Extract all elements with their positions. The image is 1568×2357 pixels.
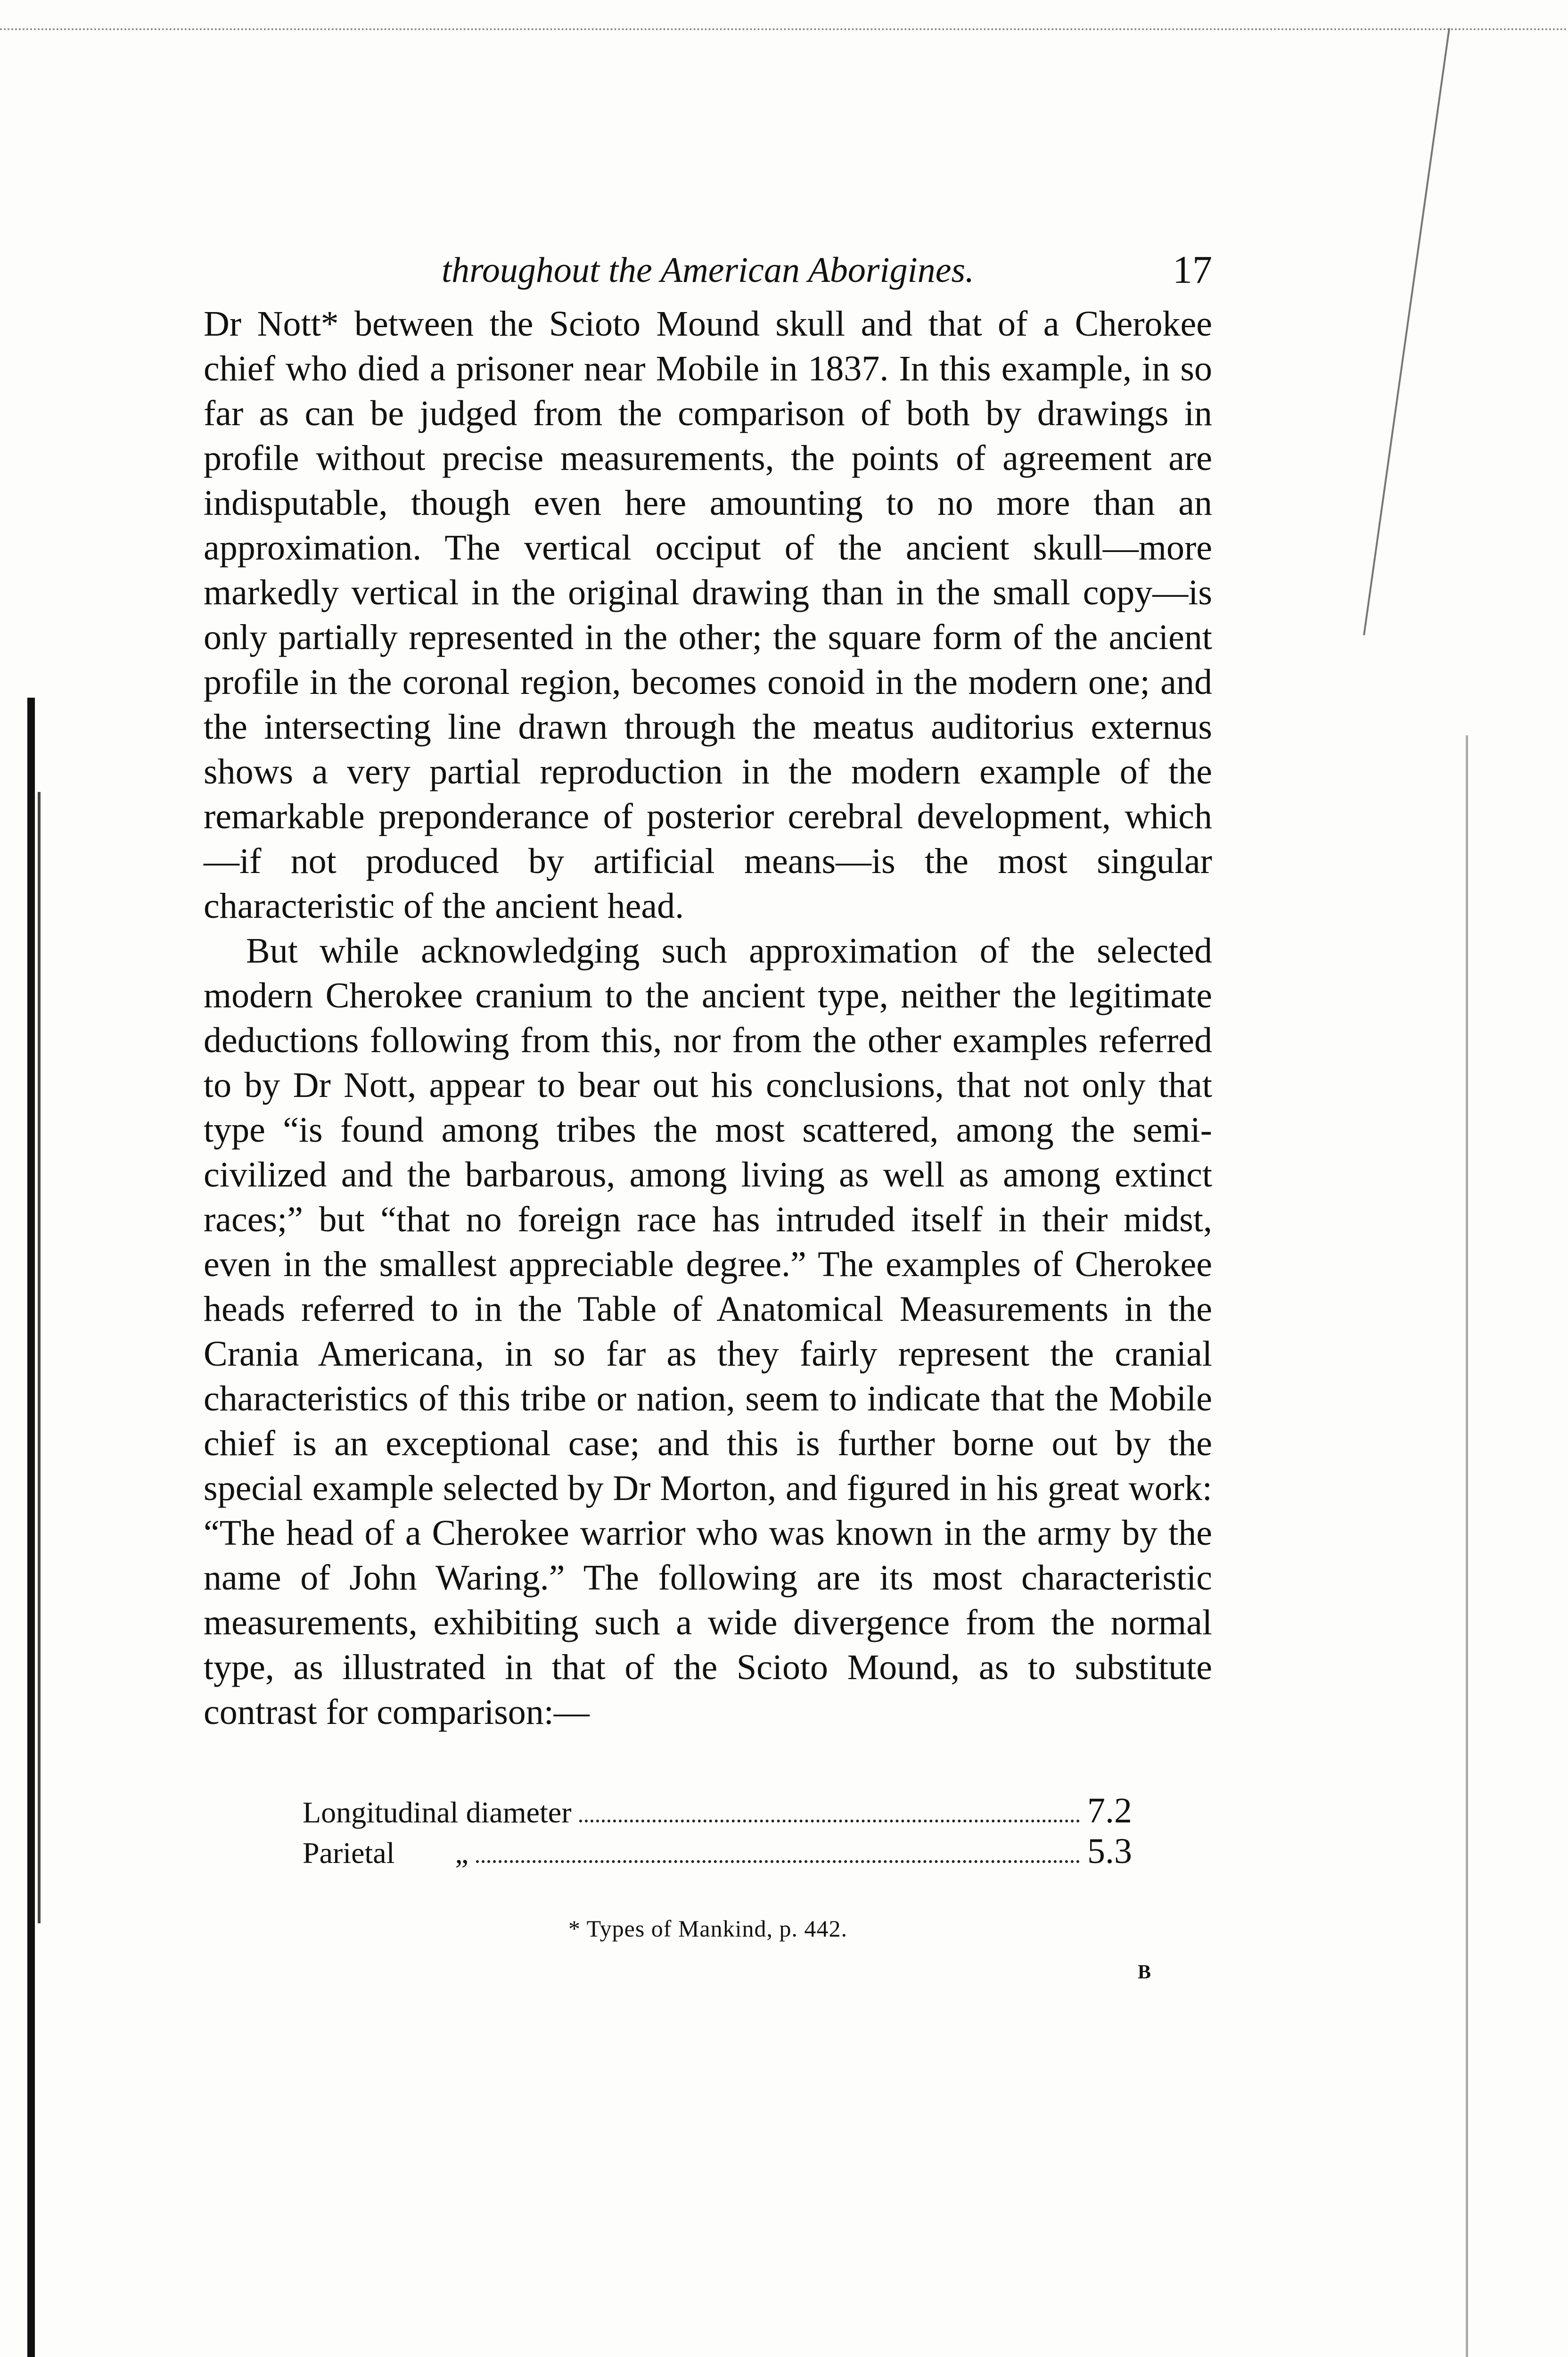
- measurement-row: [303, 1791, 1132, 1832]
- page-number: 17: [1173, 248, 1212, 292]
- measurement-row: [303, 1832, 1132, 1872]
- body-paragraph-1: Dr Nott* between the Scioto Mound skull and that of a Cherokee chief who died a prisoner near Mobile in 1837. In this example, in so far as can be judged from the comparison of both by drawings in profile without precise measurements, the points of agreement are indisputable, though even here amounting to no more than an approximation. The vertical occiput of the ancient skull—more markedly vertical in the original drawing than in the small copy—is only partially represented in the other; the square form of the ancient profile in the coronal region, becomes conoid in the modern one; and the intersecting line drawn through the meatus auditorius externus shows a very partial reproduction in the modern example of the remarkable preponderance of posterior cerebral development, which—if not produced by artificial means—is the most singular characteristic of the ancient head.: [204, 304, 1212, 926]
- scan-top-edge: [0, 28, 1568, 34]
- book-page: [204, 250, 1212, 1984]
- running-head: [204, 250, 1212, 302]
- body-paragraph-2: But while acknowledging such approximation of the selected modern Cherokee cranium to the ancient type, neither the legitimate deductions following from this, nor from the other examples referred to by Dr Nott, appear to bear out his conclusions, that not only that type “is found among tribes the most scattered, among the semi-civilized and the barbarous, among living as well as among extinct races;” but “that no foreign race has intruded itself in their midst, even in the smallest appreciable degree.” The examples of Cherokee heads referred to in the Table of Anatomical Measurements in the Crania Americana, in so far as they fairly represent the cranial characteristics of this tribe or nation, seem to indicate that the Mobile chief is an exceptional case; and this is further borne out by the special example selected by Dr Morton, and figured in his great work: “The head of a Cherokee warrior who was known in the army by the name of John Waring.” The following are its most characteristic measurements, exhibiting such a wide divergence from the normal type, as illustrated in that of the Scioto Mound, as to substitute contrast for comparison:—: [204, 931, 1212, 1732]
- scan-page-edge-line: [1363, 28, 1450, 635]
- scan-binding-shadow-inner: [38, 792, 41, 1923]
- scan-binding-shadow: [27, 698, 35, 2357]
- measurement-value: 7.2: [1087, 1791, 1132, 1830]
- running-head-title: throughout the American Aborigines.: [441, 250, 975, 290]
- scan-page-edge-right: [1466, 735, 1468, 2357]
- footnote: * Types of Mankind, p. 442.: [568, 1915, 847, 1942]
- measurement-value: 5.3: [1087, 1831, 1132, 1871]
- measurement-label: Parietal „: [303, 1836, 468, 1870]
- dot-leader: [476, 1860, 1080, 1863]
- measurement-label: Longitudinal diameter: [303, 1796, 572, 1829]
- signature-mark: B: [1137, 1961, 1151, 1983]
- measurement-table: [303, 1791, 1132, 1872]
- dot-leader: [579, 1820, 1080, 1822]
